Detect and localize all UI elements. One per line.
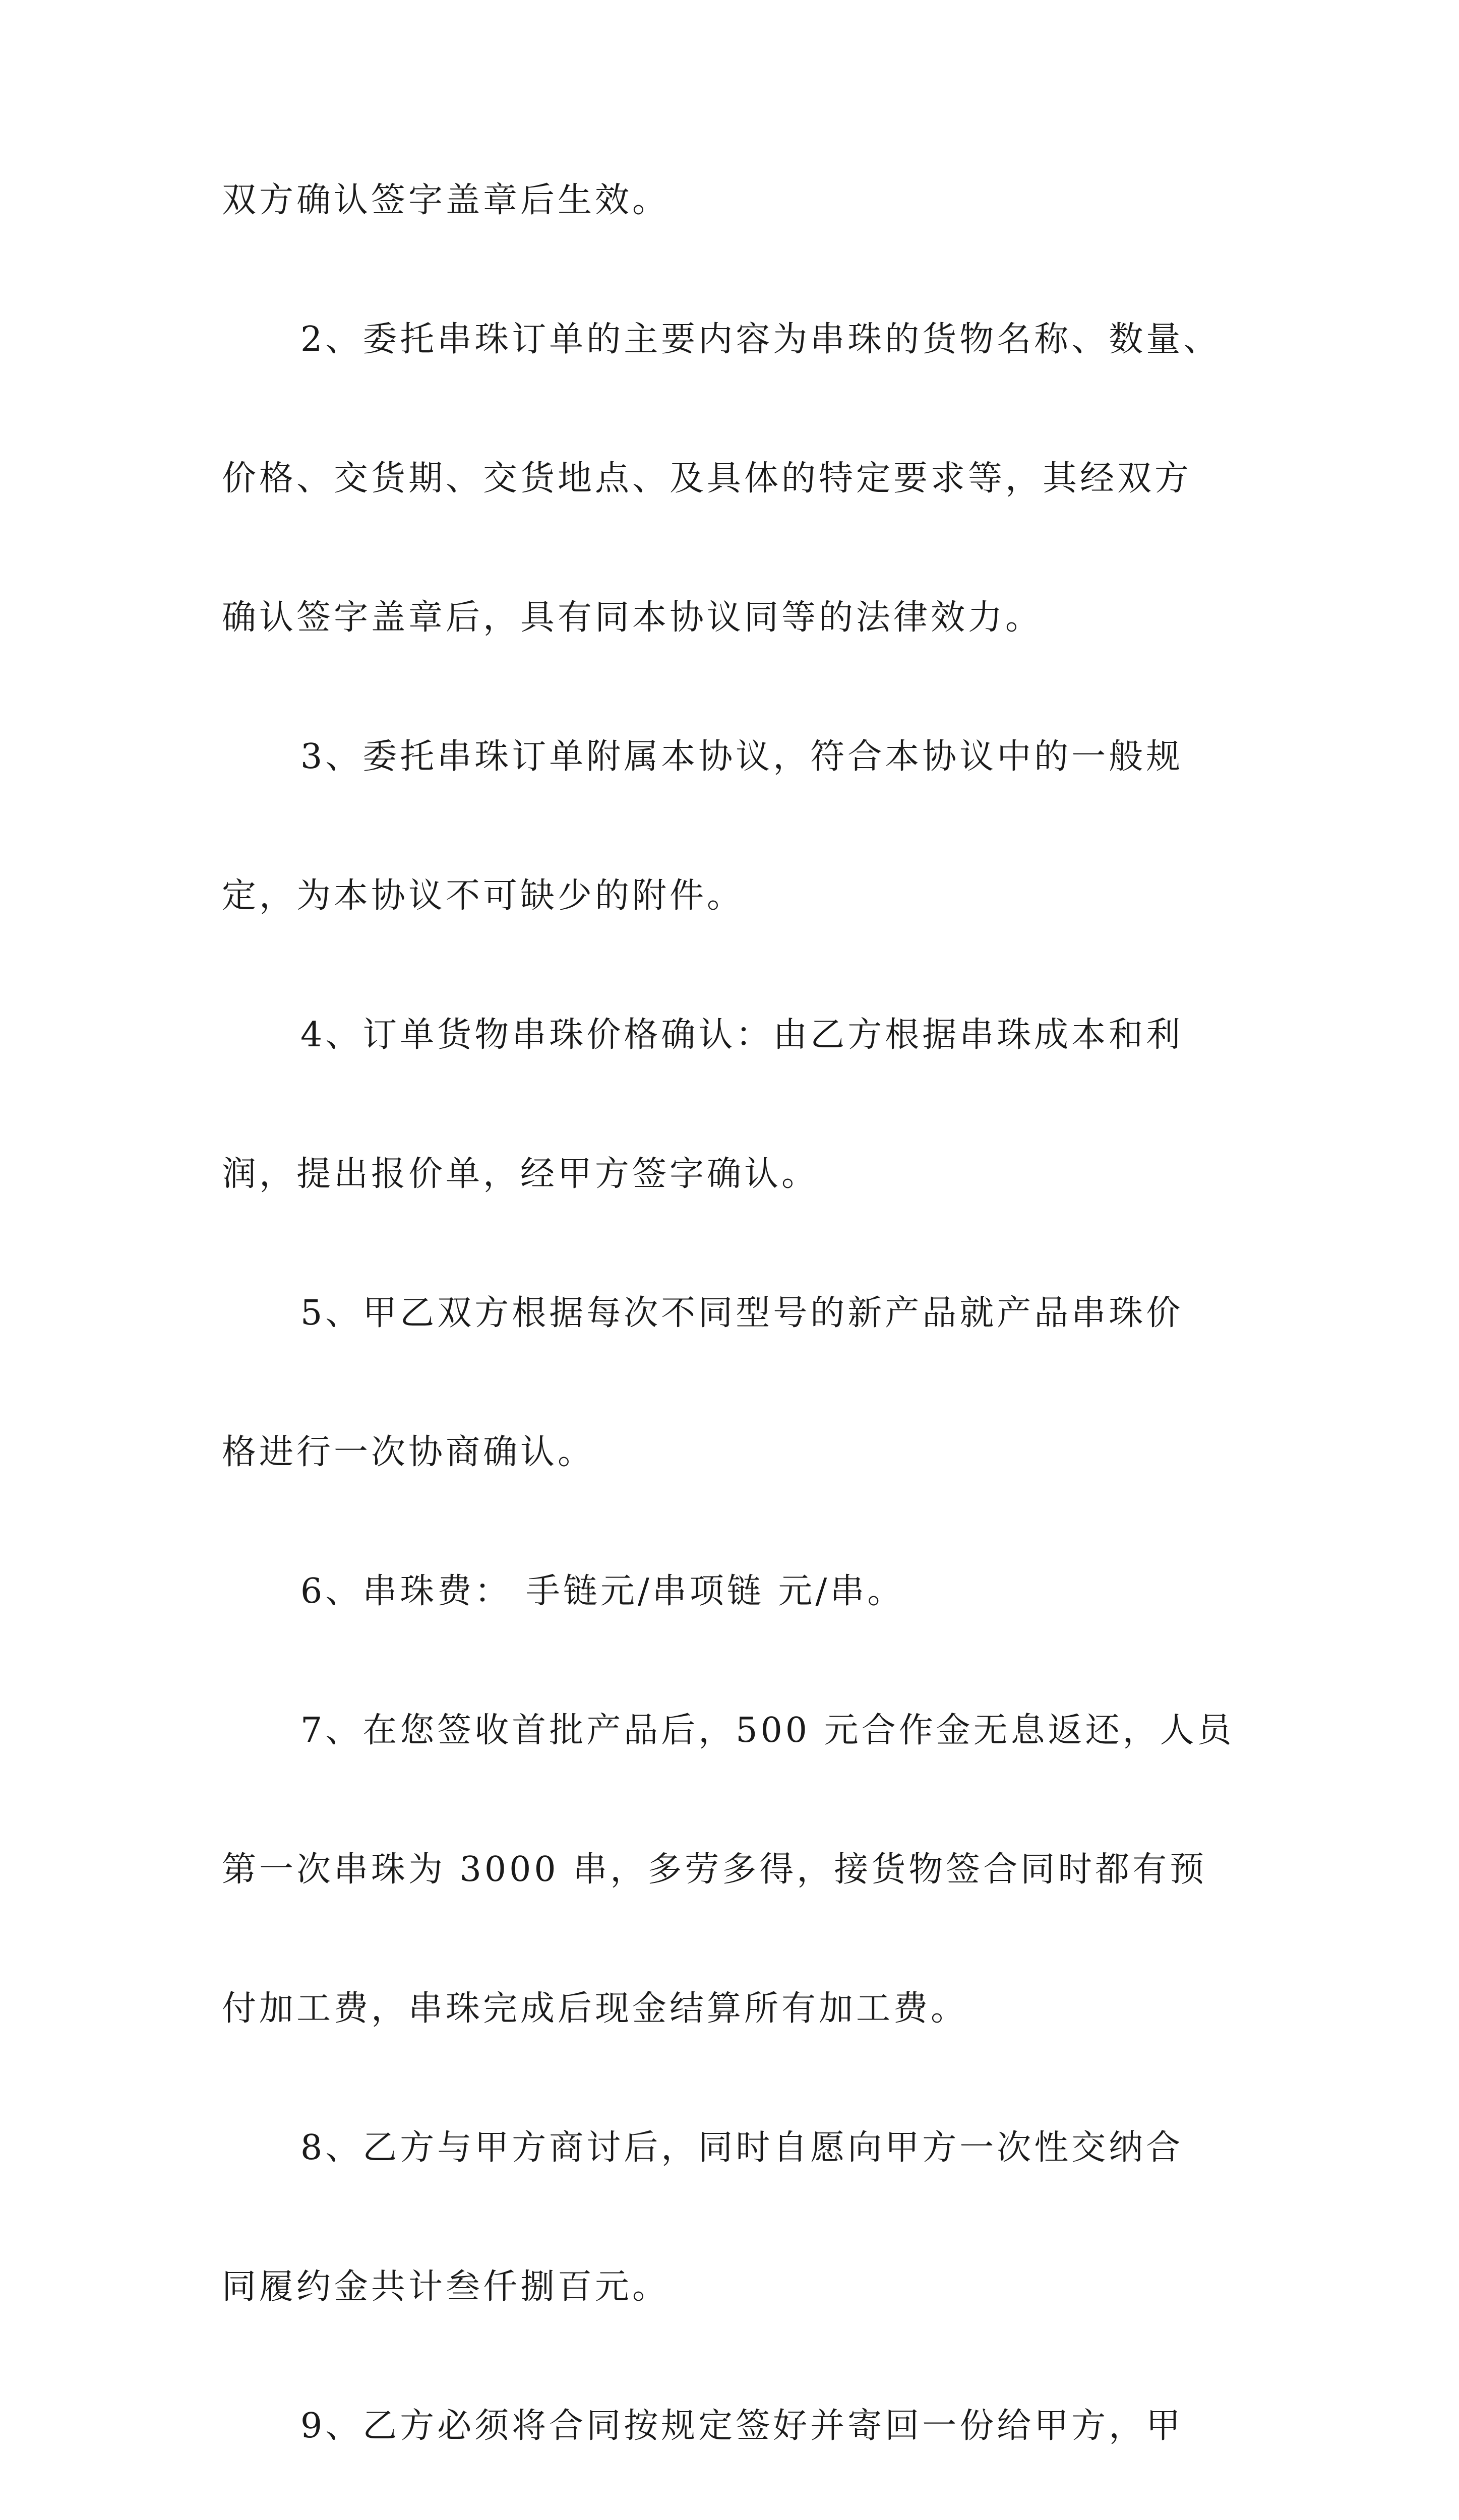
text-line: 润，提出报价单，经甲方签字确认。 xyxy=(222,1154,819,1194)
text-line: 5、甲乙双方根据每次不同型号的新产品就产品串珠价 xyxy=(300,1293,1184,1333)
text-line: 价格、交货期、交货地点、及具体的特定要求等，其经双方 xyxy=(222,459,1192,498)
text-line: 同履约金共计叁仟捌百元。 xyxy=(222,2267,670,2307)
text-line: 3、委托串珠订单附属本协议，符合本协议中的一般规 xyxy=(300,737,1184,777)
text-line: 4、订单货物串珠价格确认：由乙方根据串珠成本和利 xyxy=(300,1015,1184,1055)
text-line: 确认签字盖章后，具有同本协议同等的法律效力。 xyxy=(222,598,1043,638)
text-line: 第一次串珠为 3000 串，多劳多得，接货物签合同时都有预 xyxy=(222,1850,1207,1889)
text-line: 双方确认签字盖章后生效。 xyxy=(222,180,670,220)
text-line: 8、乙方与甲方商讨后，同时自愿向甲方一次性交纳合 xyxy=(300,2128,1184,2168)
text-line: 格进行一次协商确认。 xyxy=(222,1432,595,1472)
text-line: 7、在您签收首批产品后，500 元合作金无息返还，人员 xyxy=(300,1711,1235,1750)
text-line: 9、乙方必须将合同按规定签好并寄回一份给甲方，甲 xyxy=(300,2406,1184,2446)
text-line: 2、委托串珠订单的主要内容为串珠的货物名称、数量、 xyxy=(300,320,1221,359)
text-line: 6、串珠费： 手链元/串项链 元/串。 xyxy=(300,1571,905,1611)
document-body xyxy=(222,175,1250,2520)
text-line: 付加工费，串珠完成后现金结算所有加工费。 xyxy=(222,1989,968,2029)
text-line: 定，为本协议不可缺少的附件。 xyxy=(222,876,745,916)
